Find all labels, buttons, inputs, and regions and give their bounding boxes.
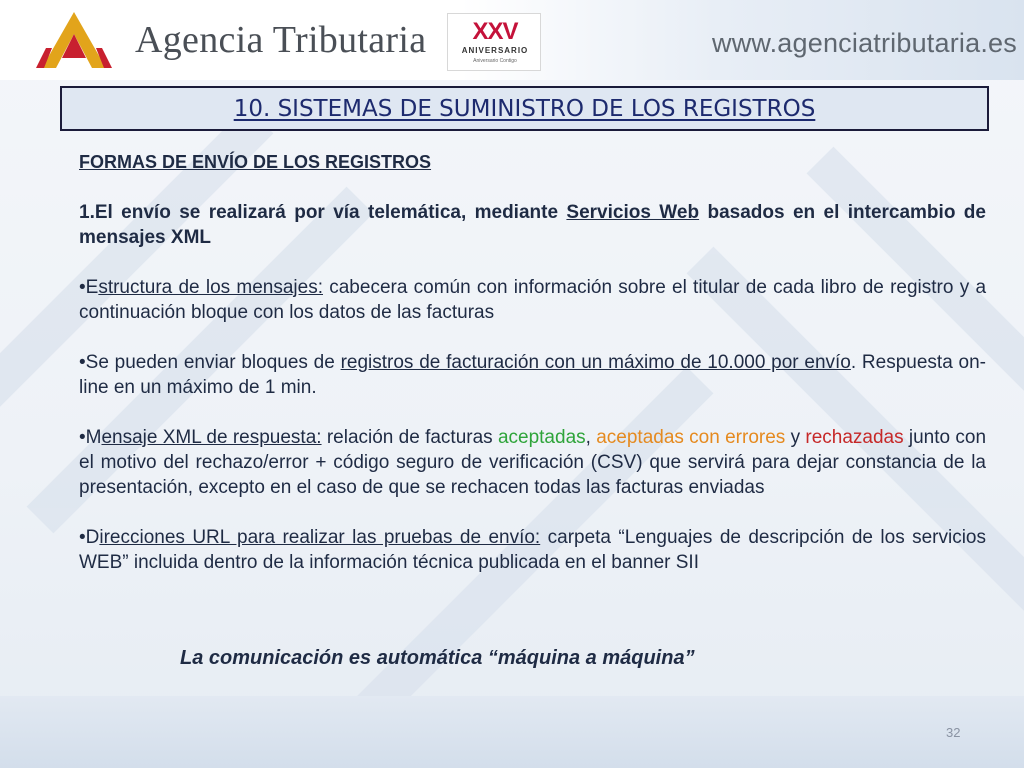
agency-logo-icon [34,8,114,72]
paragraph-response: •Mensaje XML de respuesta: relación de facturas aceptadas, aceptadas con errores y rechazadas junto con el motivo del rechazo/error + código seguro de verificación (CSV) que servirá para dejar constancia de la presentación, excepto en el caso de que se rechacen todas las facturas enviadas [79,427,987,498]
link-registers-max: registros de facturación con un máximo de 10.000 por envío [340,352,851,373]
anniversary-badge [447,13,541,71]
anniversary-sub: Aniversario Contigo [473,58,517,64]
paragraph-test-urls: •Direcciones URL para realizar las pruebas de envío: carpeta “Lenguajes de descripción de los servicios WEB” incluida dentro de la información técnica publicada en el banner SII [79,527,986,573]
link-servicios-web: Servicios Web [566,202,700,223]
section-heading: FORMAS DE ENVÍO DE LOS REGISTROS [79,152,432,172]
paragraph-blocks: •Se pueden enviar bloques de registros de facturación con un máximo de 10.000 por envío. Respuesta on-line en un máximo de 1 min. [79,352,986,398]
slide-title-box [60,86,989,131]
status-accepted: aceptadas [497,427,586,448]
link-message-structure: structura de los mensajes: [98,277,323,298]
status-rejected: rechazadas [805,427,904,448]
anniversary-label: ANIVERSARIO [461,46,529,55]
page-number: 32 [946,725,961,740]
status-accepted-errors: aceptadas con errores [596,427,786,448]
slide-title: 10. SISTEMAS DE SUMINISTRO DE LOS REGISTROS [233,95,816,122]
anniversary-number: XXV [472,18,518,45]
link-test-urls: irecciones URL para realizar las pruebas de envío: [99,527,541,548]
header-bar [0,0,1024,80]
closing-statement: La comunicación es automática “máquina a máquina” [180,647,695,669]
paragraph-message-structure: •Estructura de los mensajes: cabecera común con información sobre el titular de cada libro de registro y a continuación bloque con los datos de las facturas [79,277,987,323]
agency-name: Agencia Tributaria [135,19,427,61]
website-url: www.agenciatributaria.es [712,28,1017,58]
link-response-message: ensaje XML de respuesta: [101,427,322,448]
paragraph-web-services: 1.El envío se realizará por vía telemática, mediante Servicios Web basados en el intercambio de mensajes XML [79,202,986,248]
footer-band [0,696,1024,768]
slide-content [79,150,986,575]
